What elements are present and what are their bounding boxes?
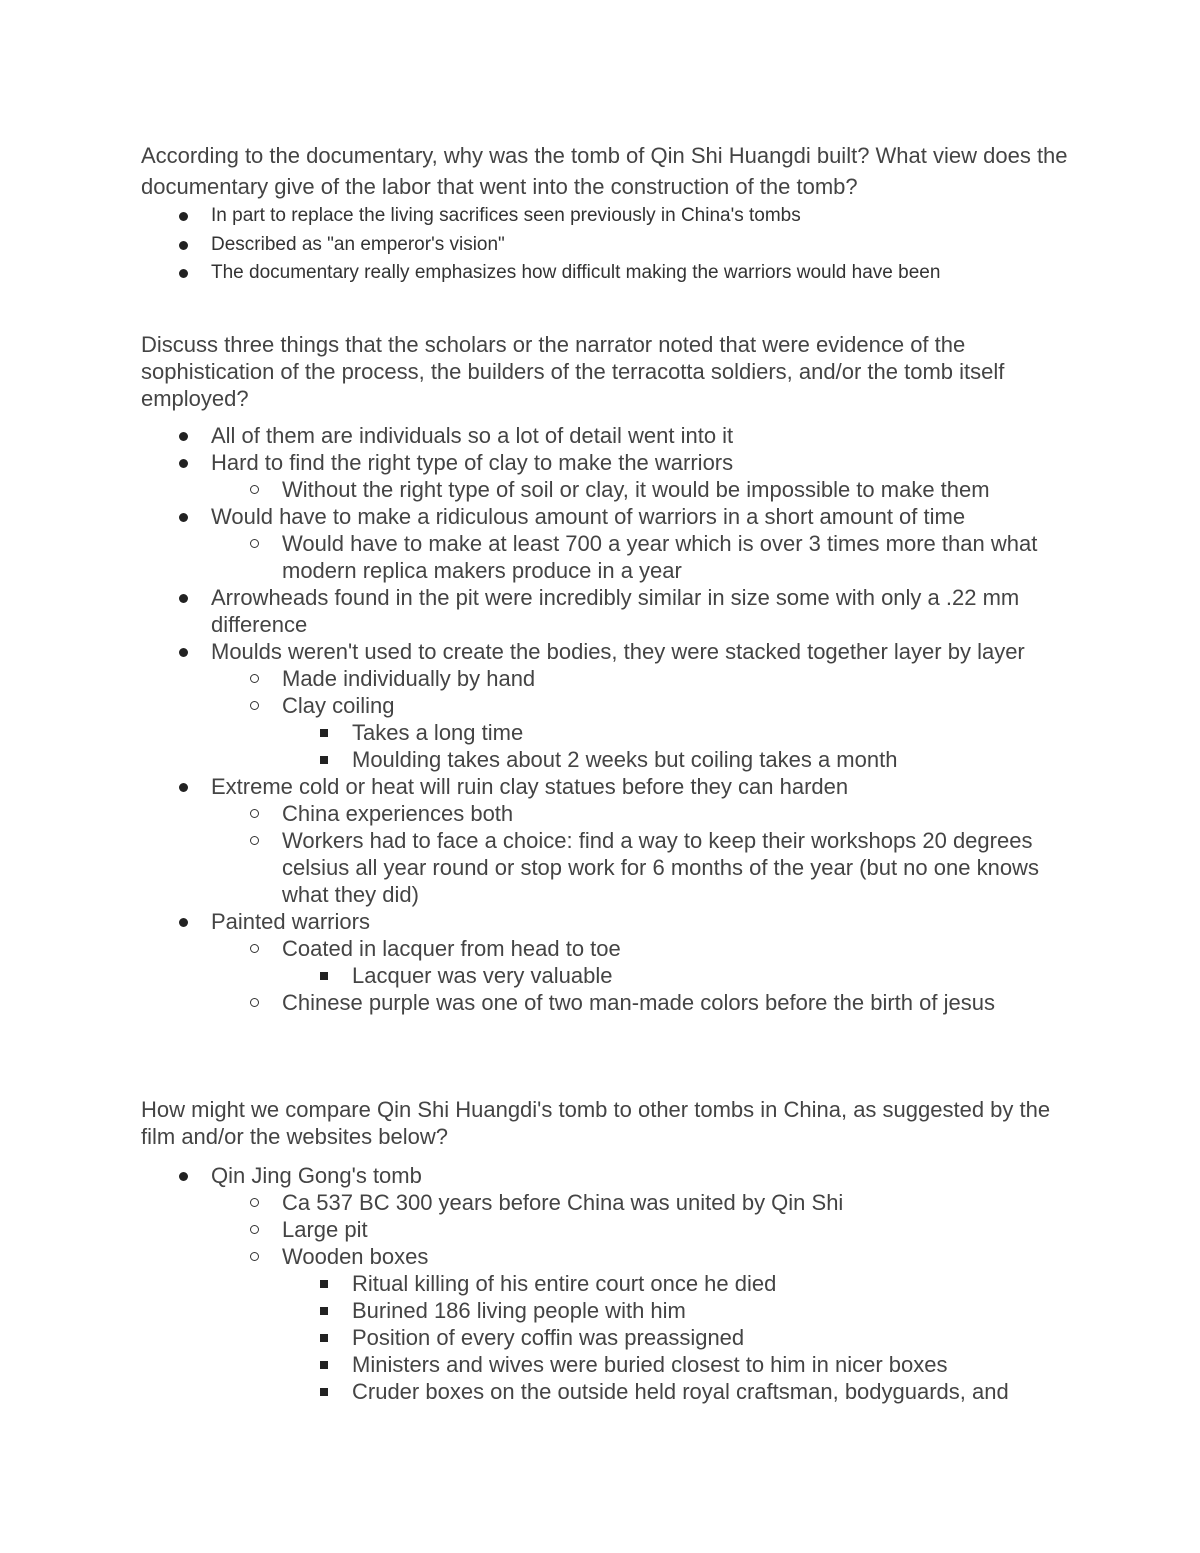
list-item-text: Arrowheads found in the pit were incredibly similar in size some with only a .22 mm difference <box>211 585 1020 637</box>
bullet-circle-icon <box>250 998 259 1007</box>
list-item <box>141 773 1071 800</box>
bullet-square-icon <box>320 1334 328 1342</box>
bullet-square-icon <box>320 1361 328 1369</box>
list-item-text: Ca 537 BC 300 years before China was united by Qin Shi <box>282 1190 844 1215</box>
list-item-text: Takes a long time <box>352 720 524 745</box>
section-3 <box>141 1096 1071 1405</box>
list-item <box>141 665 1071 692</box>
list-item-text: All of them are individuals so a lot of detail went into it <box>211 423 734 448</box>
list-item <box>141 989 1071 1016</box>
list-item <box>141 827 1071 908</box>
list-item <box>141 692 1071 719</box>
list-item <box>141 935 1071 962</box>
bullet-circle-icon <box>250 539 259 548</box>
bullet-dot-icon <box>179 783 188 792</box>
list-item <box>141 584 1071 638</box>
list-item-text: Burined 186 living people with him <box>352 1298 686 1323</box>
list-item-text: Ritual killing of his entire court once he died <box>352 1271 777 1296</box>
list-item-text: Lacquer was very valuable <box>352 963 613 988</box>
list-item-text: Would have to make a ridiculous amount of warriors in a short amount of time <box>211 504 966 529</box>
list-item <box>141 449 1071 476</box>
list-item-text: Moulds weren't used to create the bodies, they were stacked together layer by layer <box>211 639 1025 664</box>
list-item <box>141 1297 1071 1324</box>
list-item-text: Chinese purple was one of two man-made colors before the birth of jesus <box>282 990 995 1015</box>
list-item <box>141 422 1071 449</box>
list-item <box>141 530 1071 584</box>
bullet-dot-icon <box>179 648 188 657</box>
list-item-text: Extreme cold or heat will ruin clay statues before they can harden <box>211 774 849 799</box>
list-item-text: Without the right type of soil or clay, it would be impossible to make them <box>282 477 990 502</box>
bullet-dot-icon <box>179 432 188 441</box>
answer-list-1 <box>141 202 1071 288</box>
bullet-dot-icon <box>179 269 188 278</box>
list-item <box>141 800 1071 827</box>
list-item <box>141 962 1071 989</box>
bullet-square-icon <box>320 1280 328 1288</box>
question-1: According to the documentary, why was the tomb of Qin Shi Huangdi built? What view does the documentary give of the labor that went into the construction of the tomb? <box>141 143 1068 199</box>
list-item-text: China experiences both <box>282 801 514 826</box>
bullet-circle-icon <box>250 1252 259 1261</box>
list-item-text: Qin Jing Gong's tomb <box>211 1163 422 1188</box>
list-item <box>141 638 1071 665</box>
bullet-circle-icon <box>250 809 259 818</box>
bullet-square-icon <box>320 756 328 764</box>
bullet-circle-icon <box>250 674 259 683</box>
list-item <box>141 1189 1071 1216</box>
bullet-dot-icon <box>179 918 188 927</box>
list-item-text: Cruder boxes on the outside held royal craftsman, bodyguards, and <box>352 1379 1009 1404</box>
bullet-circle-icon <box>250 944 259 953</box>
list-item-text: Hard to find the right type of clay to make the warriors <box>211 450 734 475</box>
bullet-circle-icon <box>250 485 259 494</box>
question-3: How might we compare Qin Shi Huangdi's tomb to other tombs in China, as suggested by the film and/or the websites below? <box>141 1097 1051 1149</box>
section-1 <box>141 140 1071 288</box>
bullet-dot-icon <box>179 594 188 603</box>
list-item: The documentary really emphasizes how difficult making the warriors would have been <box>141 259 1071 288</box>
list-item-text: Position of every coffin was preassigned <box>352 1325 745 1350</box>
list-item: In part to replace the living sacrifices seen previously in China's tombs <box>141 202 1071 231</box>
list-item <box>141 1162 1071 1189</box>
bullet-dot-icon <box>179 513 188 522</box>
list-item <box>141 746 1071 773</box>
bullet-square-icon <box>320 972 328 980</box>
bullet-dot-icon <box>179 1172 188 1181</box>
list-item <box>141 719 1071 746</box>
list-item-text: Workers had to face a choice: find a way to keep their workshops 20 degrees celsius all year round or stop work for 6 months of the year (but no one knows what they did) <box>282 828 1039 907</box>
list-item-text: Wooden boxes <box>282 1244 429 1269</box>
question-2: Discuss three things that the scholars or the narrator noted that were evidence of the sophistication of the process, the builders of the terracotta soldiers, and/or the tomb itself employed? <box>141 332 1005 411</box>
bullet-square-icon <box>320 1388 328 1396</box>
list-item <box>141 1243 1071 1270</box>
list-item <box>141 908 1071 935</box>
bullet-square-icon <box>320 1307 328 1315</box>
list-item <box>141 1378 1071 1405</box>
bullet-dot-icon <box>179 212 188 221</box>
bullet-circle-icon <box>250 1198 259 1207</box>
answer-list-2 <box>141 422 1071 1016</box>
list-item: Described as "an emperor's vision" <box>141 231 1071 260</box>
list-item <box>141 1270 1071 1297</box>
list-item-text: Would have to make at least 700 a year which is over 3 times more than what modern replica makers produce in a year <box>282 531 1038 583</box>
list-item-text: Clay coiling <box>282 693 395 718</box>
list-item <box>141 1324 1071 1351</box>
bullet-circle-icon <box>250 1225 259 1234</box>
bullet-dot-icon <box>179 241 188 250</box>
answer-list-3 <box>141 1162 1071 1405</box>
list-item-text: Moulding takes about 2 weeks but coiling takes a month <box>352 747 898 772</box>
list-item-text: Made individually by hand <box>282 666 536 691</box>
section-2 <box>141 331 1071 1016</box>
bullet-dot-icon <box>179 459 188 468</box>
list-item <box>141 476 1071 503</box>
list-item-text: Ministers and wives were buried closest to him in nicer boxes <box>352 1352 948 1377</box>
list-item <box>141 503 1071 530</box>
bullet-circle-icon <box>250 701 259 710</box>
list-item <box>141 1351 1071 1378</box>
bullet-square-icon <box>320 729 328 737</box>
list-item-text: Coated in lacquer from head to toe <box>282 936 621 961</box>
list-item-text: Painted warriors <box>211 909 370 934</box>
list-item-text: Large pit <box>282 1217 368 1242</box>
bullet-circle-icon <box>250 836 259 845</box>
list-item <box>141 1216 1071 1243</box>
